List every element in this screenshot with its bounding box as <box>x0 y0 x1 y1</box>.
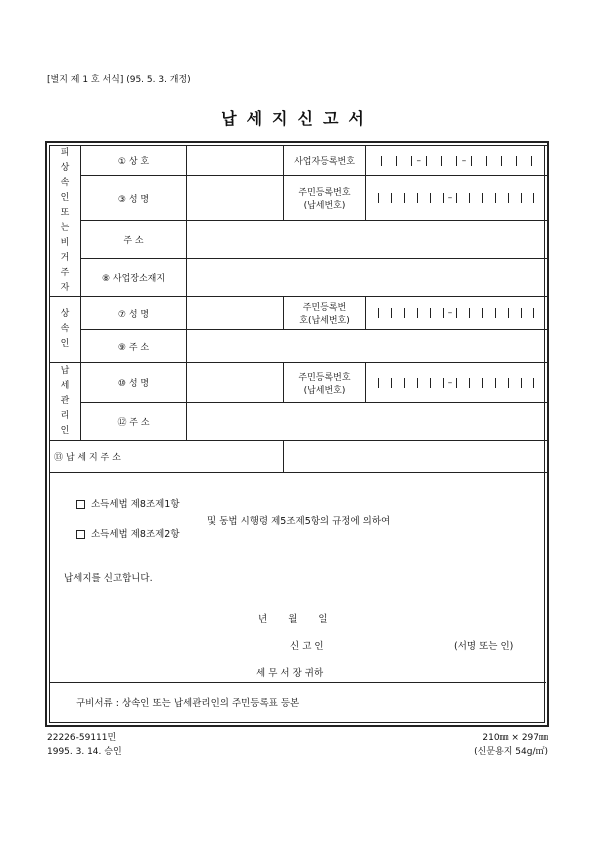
footer-left <box>47 731 122 759</box>
section-manager-label: 납세관리인 <box>60 366 70 436</box>
section-manager <box>50 363 81 441</box>
resident-digits <box>366 193 547 203</box>
taxpayer-resident-label <box>284 176 366 221</box>
addressee: 세 무 서 장 귀하 <box>256 668 324 679</box>
manager-name-field[interactable] <box>187 363 284 403</box>
reporter-label: 신 고 인 <box>290 641 324 652</box>
declaration-text: 납세지를 신고합니다. <box>64 573 153 584</box>
info-table <box>49 145 548 473</box>
resident-reg-sub: (납세번호) <box>303 201 346 212</box>
resident-reg-sub: (납세번호) <box>303 385 346 396</box>
trade-name-field[interactable] <box>187 146 284 176</box>
approval-date: 1995. 3. 14. 승인 <box>47 747 122 757</box>
tax-address-field[interactable] <box>284 441 548 473</box>
paper-size: 210㎜ × 297㎜ <box>482 733 548 743</box>
trade-name-label: ① 상 호 <box>81 146 187 176</box>
manager-name-label: ⑩ 성 명 <box>81 363 187 403</box>
option-1[interactable] <box>76 496 180 510</box>
section-taxpayer-label: 피상속인또는비거주자 <box>60 148 70 293</box>
taxpayer-resident-field[interactable] <box>366 176 548 221</box>
option-joint-text: 및 동법 시행령 제5조제5항의 규정에 의하여 <box>207 516 391 527</box>
required-documents: 구비서류 : 상속인 또는 납세관리인의 주민등록표 등본 <box>76 698 300 709</box>
resident-reg-label: 주민등록번호 <box>298 188 351 199</box>
dash: – <box>411 156 426 166</box>
page-title: 납세지신고서 <box>221 109 374 128</box>
taxpayer-name-label: ③ 성 명 <box>81 176 187 221</box>
taxpayer-name-field[interactable] <box>187 176 284 221</box>
form-code: 22226-59111민 <box>47 733 117 743</box>
dash: – <box>456 156 471 166</box>
resident-digits <box>366 378 547 388</box>
heir-resident-label <box>284 297 366 330</box>
resident-reg-sub: 호(납세번호) <box>299 316 350 326</box>
business-location-field[interactable] <box>187 259 548 297</box>
taxpayer-address-field[interactable] <box>187 221 548 259</box>
declaration-section <box>50 472 546 726</box>
checkbox-option-1[interactable] <box>76 500 85 509</box>
taxpayer-address-label: 주 소 <box>81 221 187 259</box>
section-taxpayer <box>50 146 81 297</box>
dash: – <box>444 193 457 203</box>
form-frame <box>45 141 549 727</box>
heir-address-label: ⑨ 주 소 <box>81 330 187 363</box>
biz-reg-field[interactable] <box>366 146 548 176</box>
form-inner-border <box>49 145 545 723</box>
tax-address-label-text: ⑬ 납 세 지 주 소 <box>54 453 121 463</box>
biz-reg-label: 사업자등록번호 <box>284 146 366 176</box>
resident-reg-label: 주민등록번호 <box>298 372 351 383</box>
signature-note: (서명 또는 인) <box>454 641 514 652</box>
checkbox-option-2[interactable] <box>76 530 85 539</box>
business-location-label: ⑧ 사업장소재지 <box>81 259 187 297</box>
resident-reg-label: 주민등록번 <box>302 303 347 313</box>
divider <box>50 682 546 683</box>
manager-resident-field[interactable] <box>366 363 548 403</box>
heir-resident-field[interactable] <box>366 297 548 330</box>
option-2[interactable] <box>76 526 180 540</box>
dash: – <box>444 308 457 318</box>
heir-address-field[interactable] <box>187 330 548 363</box>
date-line[interactable]: 년 월 일 <box>258 614 328 625</box>
heir-name-field[interactable] <box>187 297 284 330</box>
paper-type: (신문용지 54g/㎡) <box>474 747 548 757</box>
biz-reg-digits <box>366 156 547 166</box>
heir-name-label: ⑦ 성 명 <box>81 297 187 330</box>
dash: – <box>444 378 457 388</box>
manager-address-field[interactable] <box>187 403 548 441</box>
resident-digits <box>366 308 547 318</box>
section-heir <box>50 297 81 363</box>
manager-address-label: ⑫ 주 소 <box>81 403 187 441</box>
option-2-label: 소득세법 제8조제2항 <box>91 529 180 540</box>
form-number-note: [별지 제 1 호 서식] (95. 5. 3. 개정) <box>47 75 191 85</box>
option-1-label: 소득세법 제8조제1항 <box>91 499 180 510</box>
manager-resident-label <box>284 363 366 403</box>
tax-address-label <box>50 441 284 473</box>
footer-right <box>474 731 548 759</box>
section-heir-label: 상속인 <box>60 309 70 349</box>
